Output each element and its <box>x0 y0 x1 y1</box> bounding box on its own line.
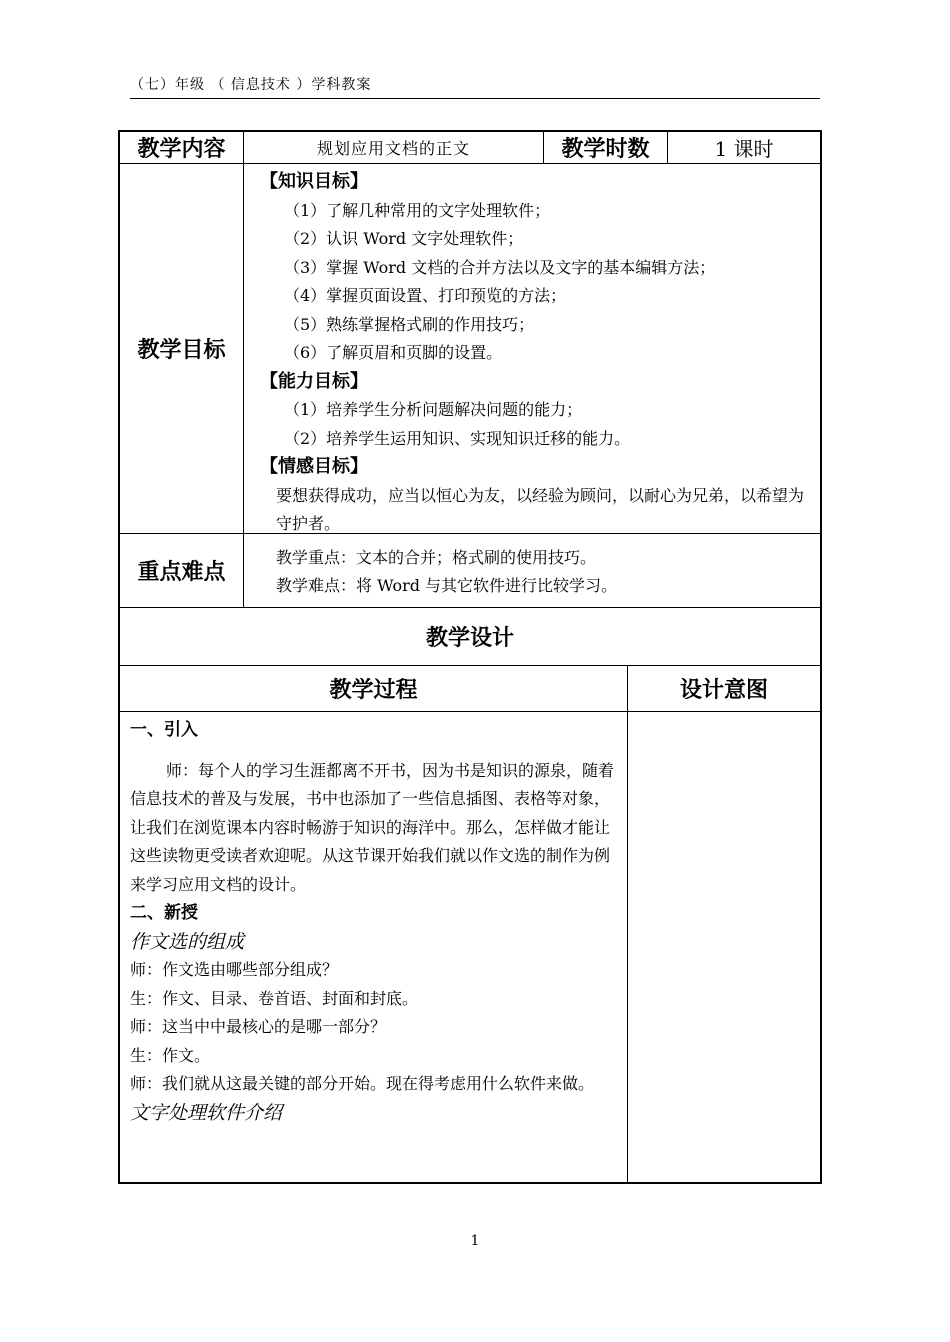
keypoints-label: 重点难点 <box>120 534 244 607</box>
teaching-difficulty: 教学难点：将 Word 与其它软件进行比较学习。 <box>276 576 618 595</box>
design-header-row <box>120 666 820 712</box>
teaching-focus: 教学重点：文本的合并；格式刷的使用技巧。 <box>276 548 597 567</box>
dialogue-line: 师：作文选由哪些部分组成？ <box>130 960 339 979</box>
content-label: 教学内容 <box>120 132 244 163</box>
dialogue-line: 师：我们就从这最关键的部分开始。现在得考虑用什么软件来做。 <box>130 1074 595 1093</box>
goals-row <box>120 164 820 534</box>
page-header: （七）年级 （ 信息技术 ）学科教案 <box>130 74 820 99</box>
process-column-header: 教学过程 <box>120 666 628 711</box>
hours-label: 教学时数 <box>544 132 668 163</box>
lesson-content: 规划应用文档的正文 <box>244 132 544 163</box>
goals-content <box>244 164 820 533</box>
subheading-composition: 作文选的组成 <box>130 930 245 953</box>
knowledge-goal-item: （5）熟练掌握格式刷的作用技巧； <box>284 314 535 334</box>
lesson-info-row <box>120 132 820 164</box>
page-number: 1 <box>470 1233 480 1249</box>
ability-goal-item: （1）培养学生分析问题解决问题的能力； <box>284 400 583 419</box>
emotion-goals-title: 【情感目标】 <box>260 456 368 477</box>
knowledge-goal-item: （4）掌握页面设置、打印预览的方法； <box>284 286 567 305</box>
knowledge-goals-title: 【知识目标】 <box>260 171 368 192</box>
knowledge-goal-item: （6）了解页眉和页脚的设置。 <box>284 343 503 362</box>
process-content <box>120 712 628 1182</box>
dialogue-line: 生：作文、目录、卷首语、封面和封底。 <box>130 988 419 1008</box>
keypoints-row <box>120 534 820 608</box>
intro-paragraph: 师：每个人的学习生涯都离不开书，因为书是知识的源泉，随着信息技术的普及与发展，书中也添加了一些信息插图、表格等对象，让我们在浏览课本内容时畅游于知识的海洋中。那么，怎样做才能让这些读物更受读者欢迎呢。从这节课开始我们就以作文选的制作为例来学习应用文档的设计。 <box>130 760 615 894</box>
goals-label: 教学目标 <box>120 164 244 533</box>
intent-column-header: 设计意图 <box>679 678 768 703</box>
ability-goals-title: 【能力目标】 <box>260 370 368 392</box>
emotion-goal-text: 要想获得成功，应当以恒心为友，以经验为顾问，以耐心为兄弟，以希望为守护者。 <box>276 485 805 533</box>
new-lesson-heading: 二、新授 <box>130 903 198 923</box>
knowledge-goal-item: （2）认识 Word 文字处理软件； <box>284 229 524 248</box>
lesson-plan-table <box>118 130 822 1184</box>
dialogue-line: 师：这当中中最核心的是哪一部分？ <box>130 1017 387 1036</box>
keypoints-content <box>244 534 820 607</box>
design-title: 教学设计 <box>425 626 514 651</box>
design-title-row <box>120 608 820 666</box>
intent-content <box>628 712 820 1182</box>
dialogue-line: 生：作文。 <box>130 1045 211 1065</box>
subheading-software: 文字处理软件介绍 <box>130 1101 283 1124</box>
lesson-hours: 1 课时 <box>714 137 774 161</box>
ability-goal-item: （2）培养学生运用知识、实现知识迁移的能力。 <box>284 428 631 448</box>
knowledge-goal-item: （3）掌握 Word 文档的合并方法以及文字的基本编辑方法； <box>284 257 716 277</box>
intro-heading: 一、引入 <box>130 720 198 740</box>
knowledge-goal-item: （1）了解几种常用的文字处理软件； <box>284 200 551 220</box>
design-body-row <box>120 712 820 1182</box>
